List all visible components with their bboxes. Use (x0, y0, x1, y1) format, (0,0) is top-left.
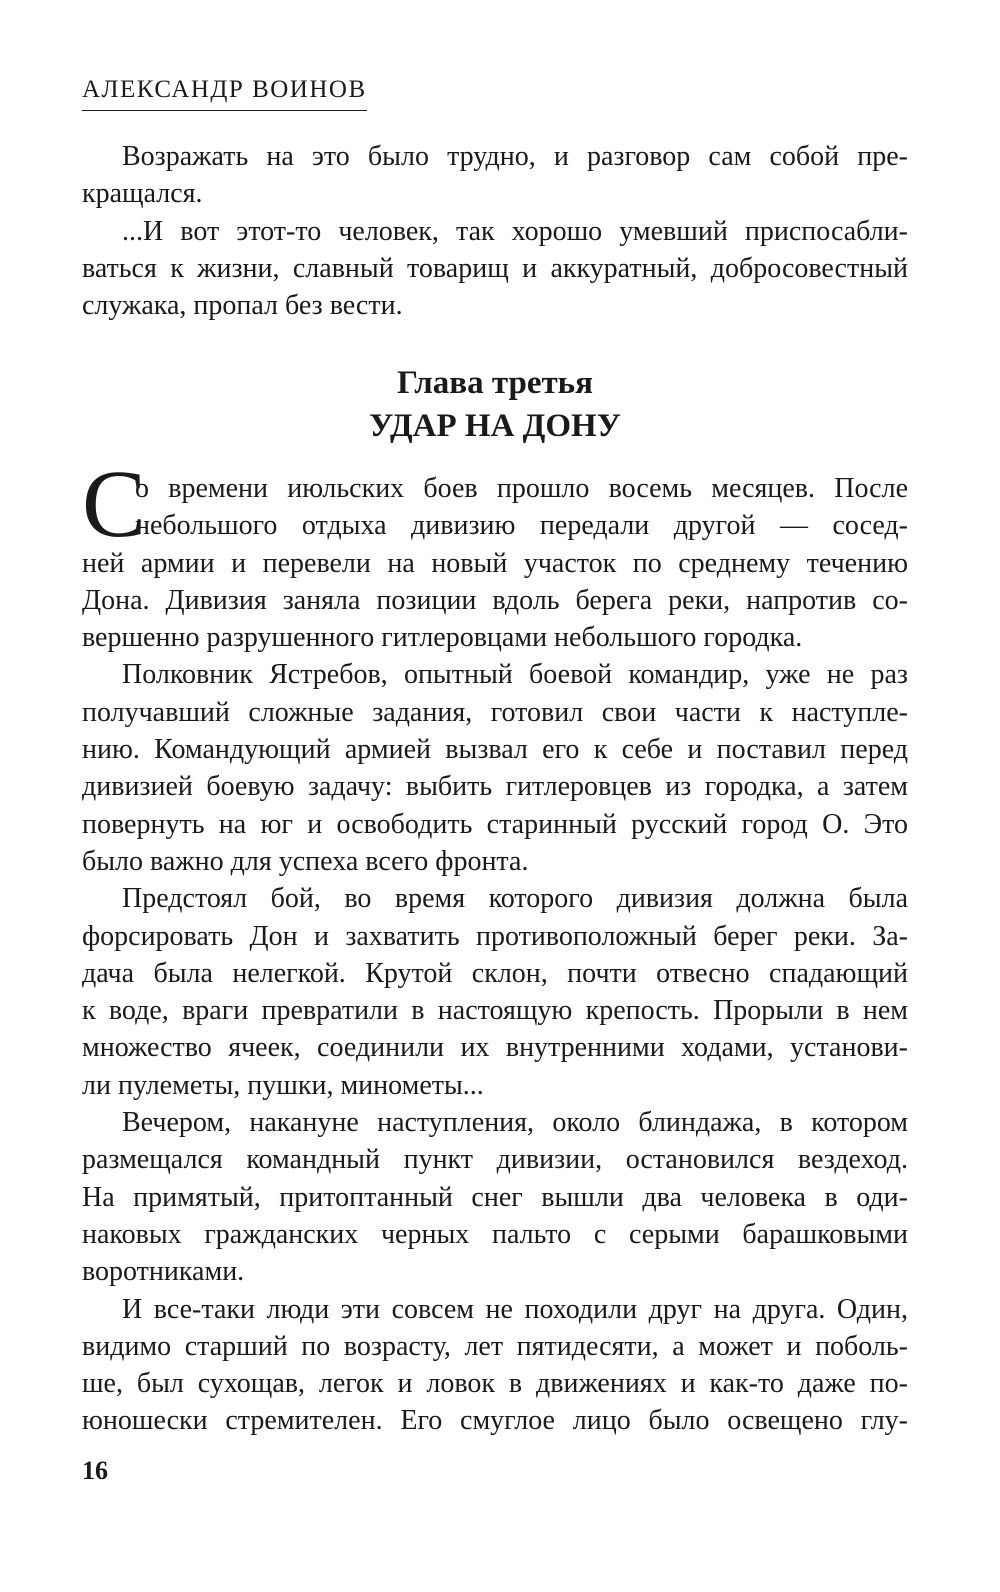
main-text-block (82, 450, 908, 1440)
text-line: форсировать Дон и захватить противоположный берег реки. За- (82, 920, 908, 952)
text-line: ней армии и перевели на новый участок по среднему течению (82, 547, 908, 579)
text-line: повернуть на юг и освободить старинный русский город О. Это (82, 808, 908, 840)
chapter-label: Глава третья (397, 365, 593, 401)
text-line: видимо старший по возрасту, лет пятидесяти, а может и поболь- (82, 1330, 908, 1362)
chapter-heading (82, 362, 908, 448)
running-head: АЛЕКСАНДР ВОИНОВ (82, 74, 367, 111)
text-line: множество ячеек, соединили их внутренними ходами, установи- (82, 1032, 908, 1064)
text-line: Возражать на это было трудно, и разговор сам собой пре- (122, 141, 908, 172)
text-line: юношески стремителен. Его смуглое лицо было освещено глу- (82, 1405, 908, 1437)
text-line: было важно для успеха всего фронта. (82, 845, 529, 877)
text-line: ...И вот этот-то человек, так хорошо умевший приспосабли- (122, 215, 908, 247)
drop-cap-letter: С (82, 450, 147, 557)
text-line: служака, пропал без вести. (82, 290, 403, 322)
text-line: наковых гражданских черных пальто с серыми барашковыми (82, 1218, 908, 1250)
text-line: ваться к жизни, славный товарищ и аккуратный, добросовестный (82, 252, 908, 284)
text-line: Предстоял бой, во время которого дивизия должна была (122, 883, 908, 915)
drop-cap-paragraph-start (82, 450, 908, 557)
text-line: размещался командный пункт дивизии, остановился вездеход. (82, 1144, 908, 1176)
text-line: небольшого отдыха дивизию передали другой — сосед- (135, 510, 908, 542)
top-text-block (82, 138, 908, 324)
text-line: воротниками. (82, 1256, 245, 1288)
text-line: вершенно разрушенного гитлеровцами небольшого городка. (82, 622, 803, 654)
text-line: к воде, враги превратили в настоящую крепость. Прорыли в нем (82, 995, 908, 1027)
text-line: ли пулеметы, пушки, минометы... (82, 1069, 484, 1101)
text-line: кращался. (82, 178, 203, 210)
text-line: получавший сложные задания, готовил свои части к наступле- (82, 696, 908, 728)
text-line: о времени июльских боев прошло восемь месяцев. После (135, 473, 908, 504)
text-line: На примятый, притоптанный снег вышли два человека в оди- (82, 1181, 908, 1213)
text-line: Полковник Ястребов, опытный боевой командир, уже не раз (122, 659, 908, 691)
text-line: Дона. Дивизия заняла позиции вдоль берега реки, напротив со- (82, 584, 908, 616)
text-line: И все-таки люди эти совсем не походили друг на друга. Один, (122, 1293, 908, 1325)
page-number: 16 (82, 1456, 108, 1485)
text-line: нию. Командующий армией вызвал его к себе и поставил перед (82, 734, 908, 766)
text-line: ше, был сухощав, легок и ловок в движениях и как-то даже по- (82, 1368, 908, 1400)
text-line: Вечером, накануне наступления, около блиндажа, в котором (122, 1107, 908, 1139)
chapter-title: УДАР НА ДОНУ (369, 408, 621, 444)
text-line: дача была нелегкой. Крутой склон, почти отвесно спадающий (82, 957, 908, 989)
text-line: дивизией боевую задачу: выбить гитлеровцев из городка, а затем (82, 771, 908, 803)
